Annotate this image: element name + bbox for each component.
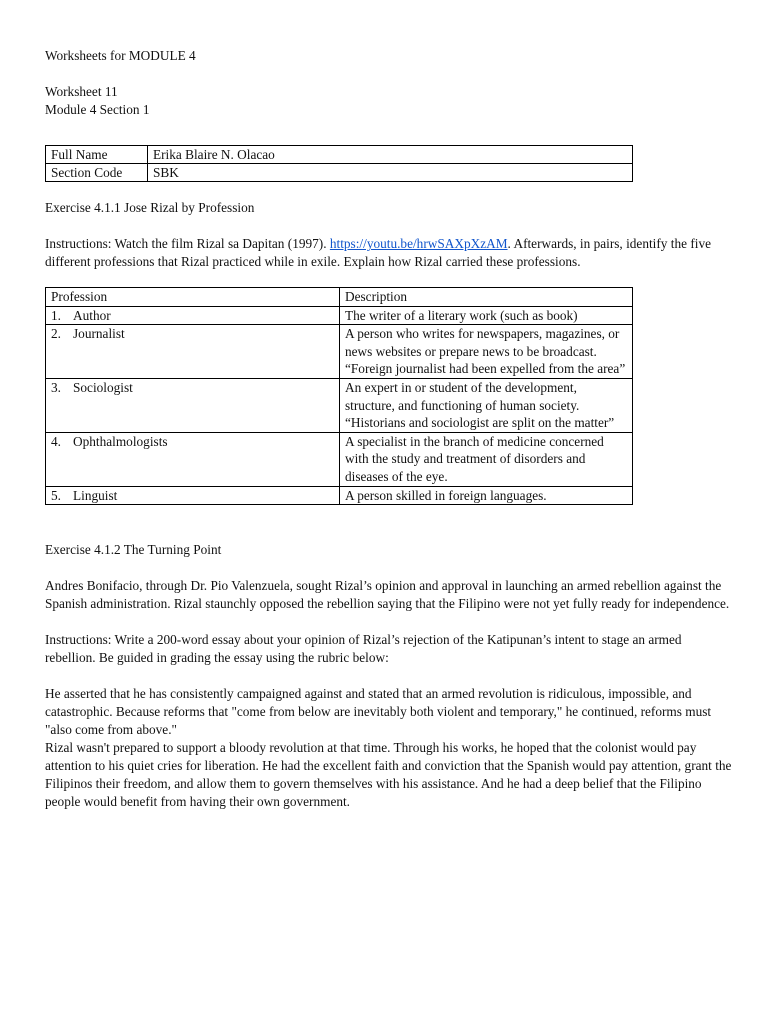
row-number: 4. bbox=[51, 433, 61, 449]
table-row bbox=[46, 378, 633, 432]
description-cell: A person skilled in foreign languages. bbox=[340, 486, 633, 505]
table-row bbox=[46, 486, 633, 505]
profession-cell bbox=[46, 325, 340, 379]
exercise2-title: Exercise 4.1.2 The Turning Point bbox=[45, 542, 222, 558]
description-cell: The writer of a literary work (such as book) bbox=[340, 306, 633, 325]
instructions-text-continued: . Afterwards, in pairs, identify the five different professions that Rizal practiced while in exile. Explain how Rizal carried these professions. bbox=[45, 236, 712, 269]
table-row bbox=[46, 306, 633, 325]
description-cell: A specialist in the branch of medicine concerned with the study and treatment of disorders and diseases of the eye. bbox=[340, 432, 633, 486]
row-number: 1. bbox=[51, 307, 61, 323]
exercise2-intro: Andres Bonifacio, through Dr. Pio Valenzuela, sought Rizal’s opinion and approval in launching an armed rebellion against the Spanish administration. Rizal staunchly opposed the rebellion saying that the Filipino were not yet fully ready for independence. bbox=[45, 578, 730, 612]
section-code-value: SBK bbox=[148, 164, 633, 182]
exercise1-title: Exercise 4.1.1 Jose Rizal by Profession bbox=[45, 200, 255, 215]
profession-name: Journalist bbox=[73, 326, 125, 342]
profession-name: Sociologist bbox=[73, 379, 133, 395]
section-code-label: Section Code bbox=[46, 164, 148, 182]
profession-cell bbox=[46, 378, 340, 432]
document-title: Worksheets for MODULE 4 bbox=[45, 48, 196, 63]
profession-header: Profession bbox=[46, 288, 340, 307]
profession-name: Author bbox=[73, 307, 111, 323]
table-row bbox=[46, 432, 633, 486]
full-name-label: Full Name bbox=[46, 146, 148, 164]
exercise1-instructions bbox=[45, 235, 735, 271]
row-number: 2. bbox=[51, 326, 61, 342]
module-section: Module 4 Section 1 bbox=[45, 102, 150, 117]
profession-cell bbox=[46, 432, 340, 486]
table-row bbox=[46, 164, 633, 182]
instructions-text: Instructions: Watch the film Rizal sa Dapitan (1997). bbox=[45, 236, 330, 251]
exercise2-instructions: Instructions: Write a 200-word essay about your opinion of Rizal’s rejection of the Katipunan’s intent to stage an armed rebellion. Be guided in grading the essay using the rubric below: bbox=[45, 632, 682, 666]
profession-cell bbox=[46, 486, 340, 505]
profession-cell bbox=[46, 306, 340, 325]
description-header: Description bbox=[340, 288, 633, 307]
row-number: 5. bbox=[51, 487, 61, 503]
profession-name: Linguist bbox=[73, 487, 118, 503]
essay-paragraph-1: He asserted that he has consistently campaigned against and stated that an armed revolution is ridiculous, impossible, and catastrophic. Because reforms that "come from below are inevitably both violent and temporary," he continued, reforms must "also come from above." bbox=[45, 686, 712, 738]
description-cell: A person who writes for newspapers, magazines, or news websites or prepare news to be broadcast. “Foreign journalist had been expelled from the area” bbox=[340, 325, 633, 379]
worksheet-number: Worksheet 11 bbox=[45, 84, 118, 99]
profession-name: Ophthalmologists bbox=[73, 433, 168, 449]
table-row bbox=[46, 146, 633, 164]
description-cell: An expert in or student of the development, structure, and functioning of human society. “Historians and sociologist are split on the matter” bbox=[340, 378, 633, 432]
professions-table bbox=[45, 287, 633, 505]
document-page bbox=[45, 47, 735, 811]
video-link[interactable]: https://youtu.be/hrwSAXpXzAM bbox=[329, 236, 508, 251]
row-number: 3. bbox=[51, 379, 61, 395]
essay-paragraph-2: Rizal wasn't prepared to support a bloody revolution at that time. Through his works, he hoped that the colonist would pay attention to his quiet cries for liberation. He had the excellent faith and conviction that the Spanish would pay attention, grant the Filipinos their freedom, and allow them to govern themselves with his assistance. And he had a deep belief that the Filipino people would benefit from having their own government. bbox=[45, 740, 732, 810]
table-row bbox=[46, 325, 633, 379]
full-name-value: Erika Blaire N. Olacao bbox=[148, 146, 633, 164]
table-header-row bbox=[46, 288, 633, 307]
student-info-table bbox=[45, 145, 633, 182]
